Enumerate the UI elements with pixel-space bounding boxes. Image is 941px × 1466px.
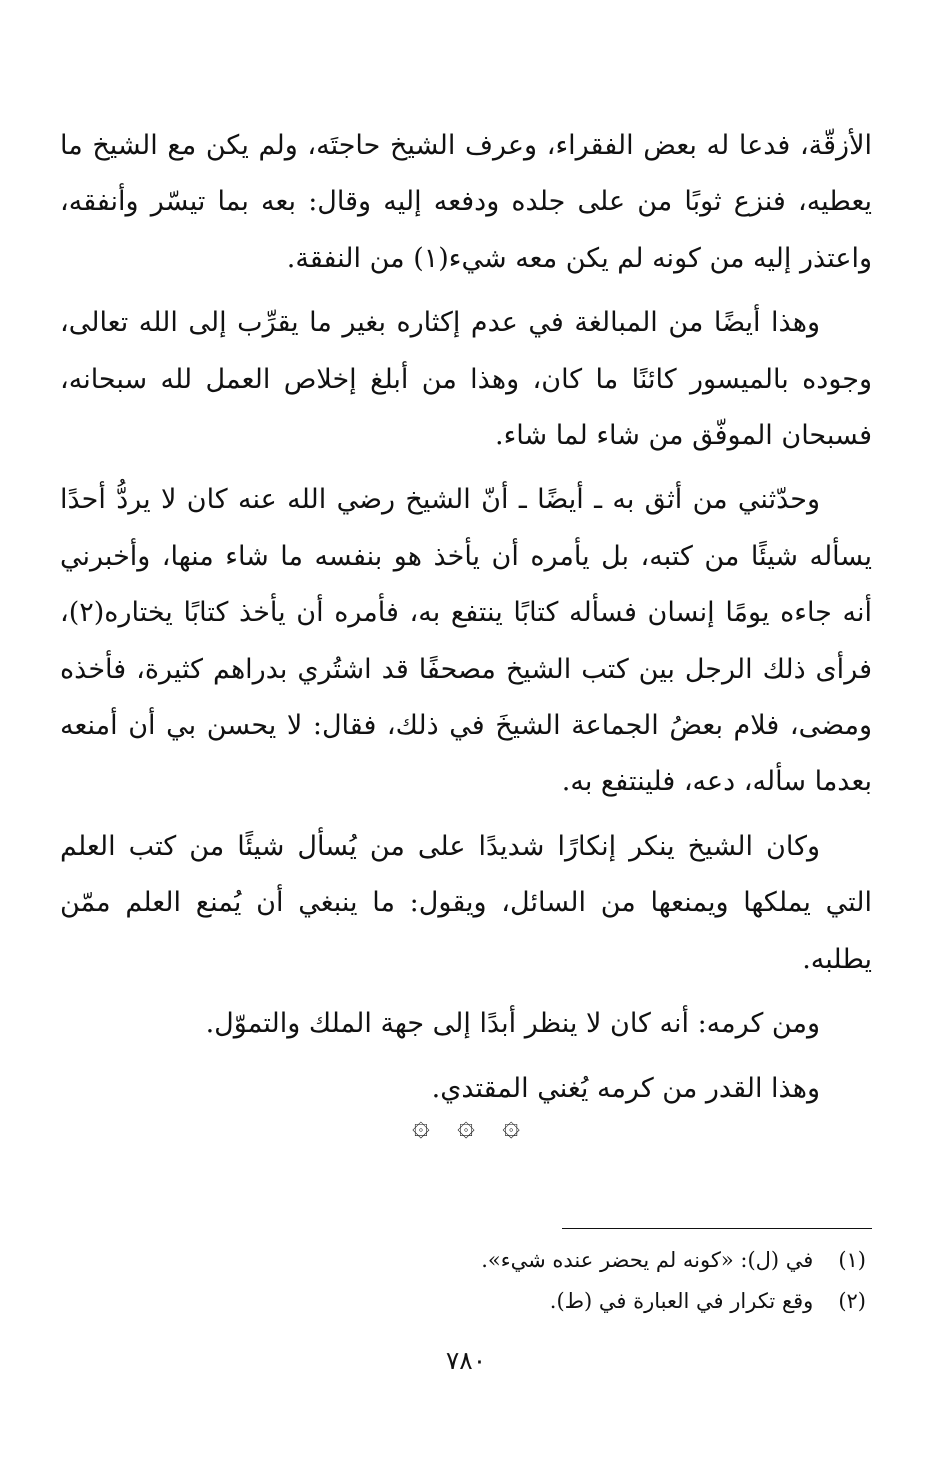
page-number: ٧٨٠ — [445, 1346, 487, 1375]
paragraph-1: الأزقّة، فدعا له بعض الفقراء، وعرف الشيخ حاجتَه، ولم يكن مع الشيخ ما يعطيه، فنزع ثوبًا من على جلده ودفعه إليه وقال: بعه بما تيسّر وأنفقه، واعتذر إليه من كونه لم يكن معه شيء(١) من النفقة. — [60, 130, 872, 274]
book-page — [60, 118, 872, 1418]
octagram-ornament-icon: ۞ — [412, 1108, 430, 1143]
footnote-number: (٢) — [838, 1289, 866, 1313]
footnote-2 — [86, 1281, 866, 1322]
footnote-1 — [86, 1240, 866, 1281]
footnote-text: في (ل): «كونه لم يحضر عنده شيء». — [481, 1248, 814, 1272]
paragraph-2: وهذا أيضًا من المبالغة في عدم إكثاره بغير ما يقرِّب إلى الله تعالى، وجوده بالميسور كائنًا ما كان، وهذا من أبلغ إخلاص العمل لله سبحانه، فسبحان الموفّق من شاء لما شاء. — [60, 307, 872, 452]
main-text — [60, 118, 872, 1117]
paragraph-6: وهذا القدر من كرمه يُغني المقتدي. — [431, 1072, 820, 1104]
paragraph-4: وكان الشيخ ينكر إنكارًا شديدًا على من يُسأل شيئًا من كتب العلم التي يملكها ويمنعها من السائل، ويقول: ما ينبغي أن يُمنع العلم ممّن يطلبه. — [60, 830, 872, 975]
footnote-number: (١) — [838, 1248, 866, 1272]
footnotes — [86, 1240, 866, 1322]
section-divider — [60, 1108, 872, 1143]
paragraph-5: ومن كرمه: أنه كان لا ينظر أبدًا إلى جهة الملك والتموّل. — [205, 1008, 820, 1040]
footnote-text: وقع تكرار في العبارة في (ط). — [549, 1289, 814, 1313]
octagram-ornament-icon: ۞ — [457, 1108, 475, 1143]
footnote-divider — [562, 1228, 872, 1229]
paragraph-3: وحدّثني من أثق به ـ أيضًا ـ أنّ الشيخ رضي الله عنه كان لا يردُّ أحدًا يسأله شيئًا من كتبه، بل يأمره أن يأخذ هو بنفسه ما شاء منها، وأخبرني أنه جاءه يومًا إنسان فسأله كتابًا ينتفع به، فأمره أن يأخذ كتابًا يختاره(٢)، فرأى ذلك الرجل بين كتب الشيخ مصحفًا قد اشتُري بدراهم كثيرة، فأخذه ومضى، فلام بعضُ الجماعة الشيخَ في ذلك، فقال: لا يحسن بي أن أمنعه بعدما سأله، دعه، فلينتفع به. — [60, 484, 872, 798]
octagram-ornament-icon: ۞ — [502, 1108, 520, 1143]
